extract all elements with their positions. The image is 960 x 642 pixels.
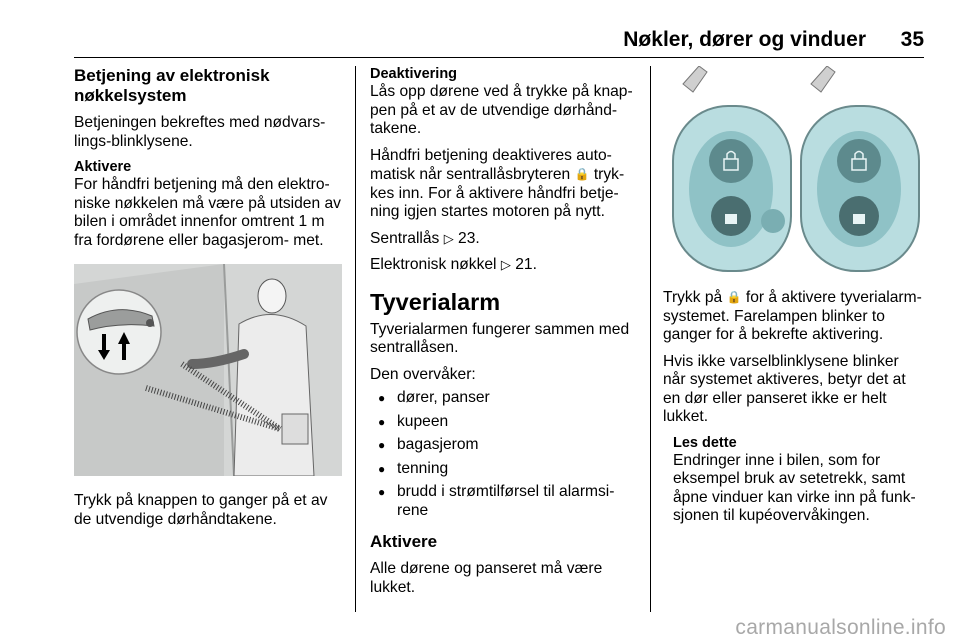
figure-caption: Trykk på knappen to ganger på et av de utvendige dørhåndtakene. (74, 492, 328, 528)
deactivate-heading: Deaktivering (370, 66, 458, 82)
press-paragraph: Trykk på 🔒 for å aktivere tyverialarm- systemet. Farelampen blinker to ganger for å bekrefte aktivering. (663, 289, 922, 343)
alarm-activate-heading: Aktivere (370, 532, 438, 551)
alarm-activate-paragraph: Alle dørene og panseret må være lukket. (370, 560, 603, 596)
disable-paragraph: Håndfri betjening deaktiveres auto- matisk når sentrallåsbryteren 🔒 tryk- kes inn. For å aktivere håndfri betje- ning igjen startes motoren på nytt. (370, 146, 625, 220)
key-fob-illustration (663, 66, 925, 276)
list-item: ● tenning (370, 460, 640, 479)
intro-paragraph: Betjeningen bekreftes med nødvars- lings-blinklysene. (74, 114, 326, 150)
lock-icon: 🔒 (574, 167, 590, 181)
door-handle-illustration (74, 264, 342, 476)
arrow-ref-icon: ▷ (443, 230, 454, 246)
list-item: ● kupeen (370, 413, 640, 432)
column-divider-2 (650, 66, 651, 612)
alarm-intro: Tyverialarmen fungerer sammen med sentrallåsen. (370, 320, 630, 356)
monitored-list (370, 389, 640, 520)
deactivate-paragraph: Lås opp dørene ved å trykke på knap- pen på et av de utvendige dørhånd- takene. (370, 83, 633, 137)
header-rule (74, 57, 924, 58)
hazard-paragraph: Hvis ikke varselblinklysene blinker når systemet aktiveres, betyr det at en dør eller panseret ikke er helt lukket. (663, 352, 906, 425)
monitors-label: Den overvåker: (370, 365, 476, 383)
watermark: carmanualsonline.info (735, 616, 946, 639)
list-item: ● dører, panser (370, 389, 640, 408)
reference-electronic-key: Elektronisk nøkkel ▷ 21. (370, 256, 537, 273)
activate-heading: Aktivere (74, 159, 132, 175)
lock-icon: 🔒 (726, 290, 742, 304)
column-3 (663, 66, 925, 534)
reference-central-lock: Sentrallås ▷ 23. (370, 229, 480, 247)
note-heading: Les dette (673, 434, 737, 451)
chapter-title: Nøkler, dører og vinduer (623, 28, 866, 51)
column-1 (74, 66, 342, 537)
page-number: 35 (900, 28, 924, 51)
activate-paragraph: For håndfri betjening må den elektro- niske nøkkelen må være på utsiden av bilen i området innenfor omtrent 1 m fra fordørene eller bagasjerom- met. (74, 176, 341, 249)
column-2 (370, 66, 640, 605)
column-divider-1 (355, 66, 356, 612)
page-header (74, 24, 924, 58)
note-box (663, 435, 925, 526)
alarm-heading: Tyverialarm (370, 288, 501, 315)
list-item: ● bagasjerom (370, 436, 640, 455)
list-item: ● brudd i strømtilførsel til alarmsi- rene (370, 483, 640, 520)
arrow-ref-icon: ▷ (500, 257, 511, 272)
note-text: Endringer inne i bilen, som for eksempel bruk av setetrekk, samt åpne vinduer kan virke inn på funk- sjonen til kupéovervåkingen. (673, 451, 916, 524)
section-heading: Betjening av elektronisk nøkkelsystem (74, 66, 270, 105)
